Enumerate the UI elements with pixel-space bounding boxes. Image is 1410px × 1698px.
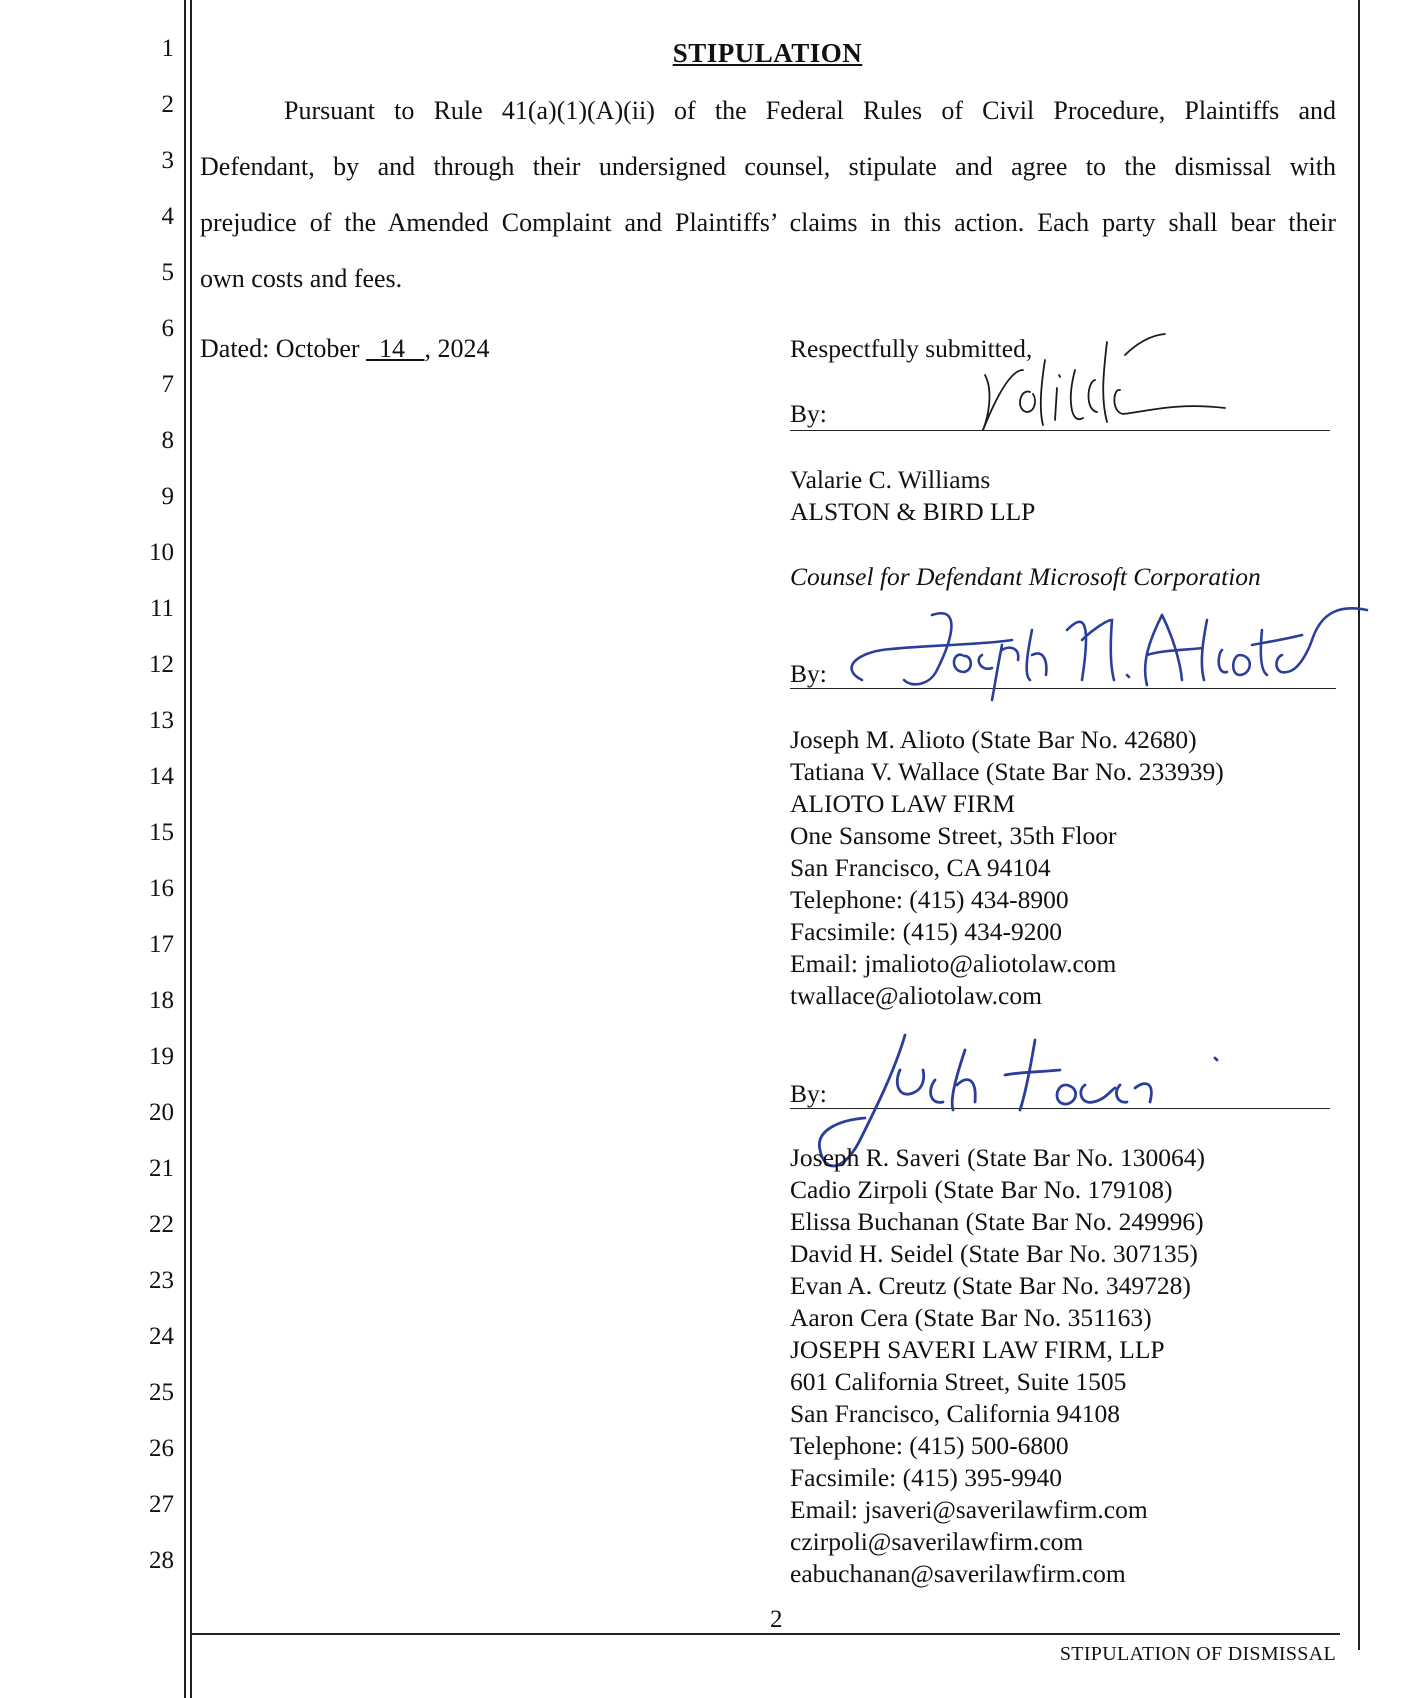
signer2-line-3: ALIOTO LAW FIRM bbox=[790, 789, 1016, 818]
signer3-line-4: David H. Seidel (State Bar No. 307135) bbox=[790, 1239, 1198, 1268]
line-number: 27 bbox=[149, 1491, 174, 1518]
signer3-line-7: JOSEPH SAVERI LAW FIRM, LLP bbox=[790, 1335, 1165, 1364]
line-number: 23 bbox=[149, 1267, 174, 1294]
paragraph-line-1: Pursuant to Rule 41(a)(1)(A)(ii) of the Federal Rules of Civil Procedure, Plaintiffs and bbox=[284, 96, 1336, 125]
signer3-line-3: Elissa Buchanan (State Bar No. 249996) bbox=[790, 1207, 1204, 1236]
by-label-3: By: bbox=[790, 1079, 827, 1108]
line-number: 19 bbox=[149, 1043, 174, 1070]
line-number: 22 bbox=[149, 1211, 174, 1238]
page-number: 2 bbox=[770, 1606, 783, 1633]
signer3-line-11: Facsimile: (415) 395-9940 bbox=[790, 1463, 1062, 1492]
line-number: 15 bbox=[149, 819, 174, 846]
line-number: 28 bbox=[149, 1547, 174, 1574]
signer2-line-2: Tatiana V. Wallace (State Bar No. 233939) bbox=[790, 757, 1224, 786]
signer3-line-9: San Francisco, California 94108 bbox=[790, 1399, 1121, 1428]
by-label-1: By: bbox=[790, 399, 827, 428]
footer-title: STIPULATION OF DISMISSAL bbox=[1059, 1643, 1336, 1665]
paragraph-line-3: prejudice of the Amended Complaint and Plaintiffs’ claims in this action. Each party shall bear their bbox=[200, 208, 1336, 237]
line-number: 12 bbox=[149, 651, 174, 678]
signer3-line-12: Email: jsaveri@saverilawfirm.com bbox=[790, 1495, 1148, 1524]
line-number: 21 bbox=[149, 1155, 174, 1182]
dated-suffix: , 2024 bbox=[424, 334, 490, 363]
line-number: 3 bbox=[161, 147, 174, 174]
signer1-role: Counsel for Defendant Microsoft Corporation bbox=[790, 562, 1261, 591]
signer3-line-6: Aaron Cera (State Bar No. 351163) bbox=[790, 1303, 1152, 1332]
signer3-line-5: Evan A. Creutz (State Bar No. 349728) bbox=[790, 1271, 1191, 1300]
line-number: 1 bbox=[161, 35, 174, 62]
line-number: 11 bbox=[149, 595, 174, 622]
paragraph-line-4: own costs and fees. bbox=[200, 264, 403, 293]
signer2-line-7: Facsimile: (415) 434-9200 bbox=[790, 917, 1062, 946]
signer3-line-8: 601 California Street, Suite 1505 bbox=[790, 1367, 1127, 1396]
line-number: 6 bbox=[161, 315, 174, 342]
line-number: 24 bbox=[149, 1323, 174, 1350]
paragraph-line-2: Defendant, by and through their undersigned counsel, stipulate and agree to the dismissal with bbox=[200, 152, 1336, 181]
left-margin-rule-inner bbox=[190, 0, 192, 1698]
signer2-line-4: One Sansome Street, 35th Floor bbox=[790, 821, 1117, 850]
document-title: STIPULATION bbox=[672, 38, 863, 68]
signer2-line-9: twallace@aliotolaw.com bbox=[790, 981, 1042, 1010]
line-number: 9 bbox=[161, 483, 174, 510]
line-number: 14 bbox=[149, 763, 174, 790]
line-number: 20 bbox=[149, 1099, 174, 1126]
footer-rule-top bbox=[190, 1633, 1340, 1635]
signer2-line-6: Telephone: (415) 434-8900 bbox=[790, 885, 1069, 914]
signer1-line-1: Valarie C. Williams bbox=[790, 465, 991, 494]
line-number: 7 bbox=[161, 371, 174, 398]
dated-day bbox=[366, 334, 425, 363]
signer3-line-10: Telephone: (415) 500-6800 bbox=[790, 1431, 1069, 1460]
line-number: 4 bbox=[161, 203, 174, 230]
signer3-line-14: eabuchanan@saverilawfirm.com bbox=[790, 1559, 1126, 1588]
signer2-line-8: Email: jmalioto@aliotolaw.com bbox=[790, 949, 1117, 978]
signer2-line-1: Joseph M. Alioto (State Bar No. 42680) bbox=[790, 725, 1197, 754]
signer3-line-1: Joseph R. Saveri (State Bar No. 130064) bbox=[790, 1143, 1206, 1172]
line-number: 8 bbox=[161, 427, 174, 454]
line-number: 18 bbox=[149, 987, 174, 1014]
line-number: 5 bbox=[161, 259, 174, 286]
by-label-2: By: bbox=[790, 659, 827, 688]
signer2-line-5: San Francisco, CA 94104 bbox=[790, 853, 1051, 882]
signature-valarie-williams bbox=[975, 330, 1235, 440]
dated-line bbox=[200, 334, 490, 364]
line-number: 25 bbox=[149, 1379, 174, 1406]
respectfully-submitted: Respectfully submitted, bbox=[790, 334, 1033, 363]
line-number: 2 bbox=[161, 91, 174, 118]
signer1-line-2: ALSTON & BIRD LLP bbox=[790, 497, 1036, 526]
dated-prefix: Dated: October bbox=[200, 334, 367, 363]
dated-day-value: 14 bbox=[379, 334, 406, 363]
line-number: 16 bbox=[149, 875, 174, 902]
left-margin-rule-outer bbox=[184, 0, 186, 1698]
line-number: 10 bbox=[149, 539, 174, 566]
signer3-line-13: czirpoli@saverilawfirm.com bbox=[790, 1527, 1084, 1556]
line-number: 26 bbox=[149, 1435, 174, 1462]
right-margin-rule bbox=[1358, 0, 1360, 1650]
line-number: 13 bbox=[149, 707, 174, 734]
line-number: 17 bbox=[149, 931, 174, 958]
signature-joseph-alioto bbox=[842, 600, 1342, 700]
signer3-line-2: Cadio Zirpoli (State Bar No. 179108) bbox=[790, 1175, 1173, 1204]
